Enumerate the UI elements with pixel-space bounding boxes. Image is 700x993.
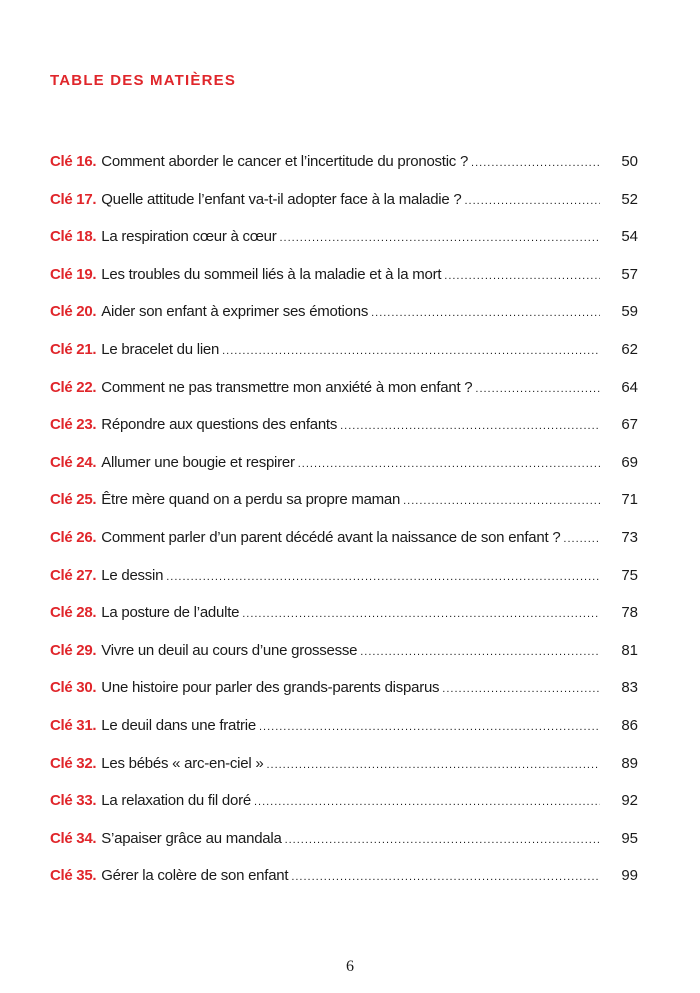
toc-entry-key: Clé 16. [50, 153, 97, 170]
toc-entry-page: 81 [621, 641, 638, 659]
dot-leader [280, 228, 601, 248]
toc-entry-page: 78 [621, 604, 638, 622]
toc-entry-key: Clé 21. [50, 340, 97, 358]
toc-entry-page: 57 [621, 265, 638, 283]
dot-leader [444, 266, 600, 286]
toc-entry[interactable] [50, 603, 638, 641]
toc-entry-title: La posture de l’adulte [101, 604, 240, 622]
dot-leader [222, 341, 600, 361]
toc-entry-page: 52 [621, 190, 638, 208]
dot-leader [166, 567, 600, 587]
toc-entry[interactable] [50, 265, 638, 303]
dot-leader [563, 529, 600, 549]
toc-entry-title: Le deuil dans une fratrie [101, 716, 256, 734]
toc-entry-page: 92 [621, 792, 638, 810]
toc-entry-title: La relaxation du fil doré [101, 792, 251, 810]
page-number: 6 [346, 958, 354, 975]
toc-entry[interactable] [50, 227, 638, 265]
toc-entry-key: Clé 25. [50, 491, 97, 509]
toc-entry-page: 54 [621, 228, 638, 246]
dot-leader [403, 491, 600, 511]
toc-entry[interactable] [50, 453, 638, 491]
dot-leader [259, 717, 600, 737]
toc-entry[interactable] [50, 866, 638, 904]
toc-entry[interactable] [50, 340, 638, 378]
toc-heading: TABLE DES MATIÈRES [50, 72, 237, 89]
toc-entry[interactable] [50, 566, 638, 604]
dot-leader [475, 379, 600, 399]
toc-entry-page: 89 [621, 754, 638, 772]
toc-entry-key: Clé 34. [50, 829, 97, 847]
toc-entry-page: 86 [621, 716, 638, 734]
dot-leader [285, 830, 600, 850]
toc-entry-key: Clé 18. [50, 228, 97, 246]
toc-entry-key: Clé 32. [50, 754, 97, 772]
dot-leader [465, 191, 601, 211]
toc-entry-key: Clé 26. [50, 528, 97, 546]
toc-entry[interactable] [50, 378, 638, 416]
toc-entry-key: Clé 19. [50, 265, 97, 283]
toc-entry[interactable] [50, 791, 638, 829]
toc-entry-page: 69 [621, 453, 638, 471]
toc-entry[interactable] [50, 190, 638, 228]
toc-entry-title: Quelle attitude l’enfant va-t-il adopter face à la maladie ? [101, 190, 462, 208]
toc-entry[interactable] [50, 152, 638, 190]
toc-entry[interactable] [50, 490, 638, 528]
toc-entry-title: Comment aborder le cancer et l’incertitude du pronostic ? [101, 153, 469, 170]
toc-entry-page: 83 [621, 679, 638, 697]
dot-leader [298, 454, 600, 474]
toc-entry-page: 62 [621, 340, 638, 358]
toc-entry-title: Les bébés « arc-en-ciel » [101, 754, 264, 772]
toc-entry[interactable] [50, 829, 638, 867]
toc-entry-page: 95 [621, 829, 638, 847]
dot-leader [266, 755, 600, 775]
dot-leader [471, 153, 600, 173]
toc-entry-key: Clé 35. [50, 867, 97, 885]
toc-entry-title: Les troubles du sommeil liés à la maladie et à la mort [101, 265, 442, 283]
toc-entry-title: Le dessin [101, 566, 164, 584]
toc-entry[interactable] [50, 415, 638, 453]
toc-entry[interactable] [50, 678, 638, 716]
toc-entry-key: Clé 31. [50, 716, 97, 734]
toc-entry-key: Clé 24. [50, 453, 97, 471]
toc-entry-title: Le bracelet du lien [101, 340, 220, 358]
toc-entry[interactable] [50, 716, 638, 754]
dot-leader [291, 867, 600, 887]
dot-leader [340, 416, 600, 436]
toc-entry-page: 73 [621, 528, 638, 546]
toc-entry-key: Clé 33. [50, 792, 97, 810]
toc-entry-title: Comment ne pas transmettre mon anxiété à mon enfant ? [101, 378, 473, 396]
toc-entry-title: Une histoire pour parler des grands-parents disparus [101, 679, 440, 697]
dot-leader [360, 642, 600, 662]
toc-entry-page: 71 [621, 491, 638, 509]
dot-leader [442, 679, 600, 699]
toc-entry-title: La respiration cœur à cœur [101, 228, 277, 246]
toc-entry-title: Aider son enfant à exprimer ses émotions [101, 303, 369, 321]
toc-entry-key: Clé 28. [50, 604, 97, 622]
toc-entry-page: 59 [621, 303, 638, 321]
toc-entry[interactable] [50, 641, 638, 679]
toc-entry-title: Comment parler d’un parent décédé avant la naissance de son enfant ? [101, 528, 561, 546]
toc-entry[interactable] [50, 754, 638, 792]
toc-entry-title: S’apaiser grâce au mandala [101, 829, 282, 847]
toc-entry-page: 50 [621, 153, 638, 170]
toc-list [50, 152, 638, 904]
dot-leader [242, 604, 600, 624]
toc-entry-key: Clé 22. [50, 378, 97, 396]
toc-entry-page: 75 [621, 566, 638, 584]
toc-entry-key: Clé 23. [50, 416, 97, 434]
toc-entry-key: Clé 27. [50, 566, 97, 584]
toc-entry-title: Allumer une bougie et respirer [101, 453, 295, 471]
dot-leader [254, 792, 600, 812]
dot-leader [371, 303, 600, 323]
toc-entry[interactable] [50, 528, 638, 566]
toc-entry-key: Clé 17. [50, 190, 97, 208]
toc-entry-key: Clé 30. [50, 679, 97, 697]
toc-entry[interactable] [50, 302, 638, 340]
toc-entry-key: Clé 20. [50, 303, 97, 321]
toc-entry-title: Vivre un deuil au cours d’une grossesse [101, 641, 358, 659]
toc-entry-page: 67 [621, 416, 638, 434]
toc-entry-page: 99 [621, 867, 638, 885]
toc-entry-title: Répondre aux questions des enfants [101, 416, 338, 434]
toc-entry-key: Clé 29. [50, 641, 97, 659]
toc-entry-title: Gérer la colère de son enfant [101, 867, 289, 885]
toc-entry-page: 64 [621, 378, 638, 396]
toc-entry-title: Être mère quand on a perdu sa propre maman [101, 491, 401, 509]
